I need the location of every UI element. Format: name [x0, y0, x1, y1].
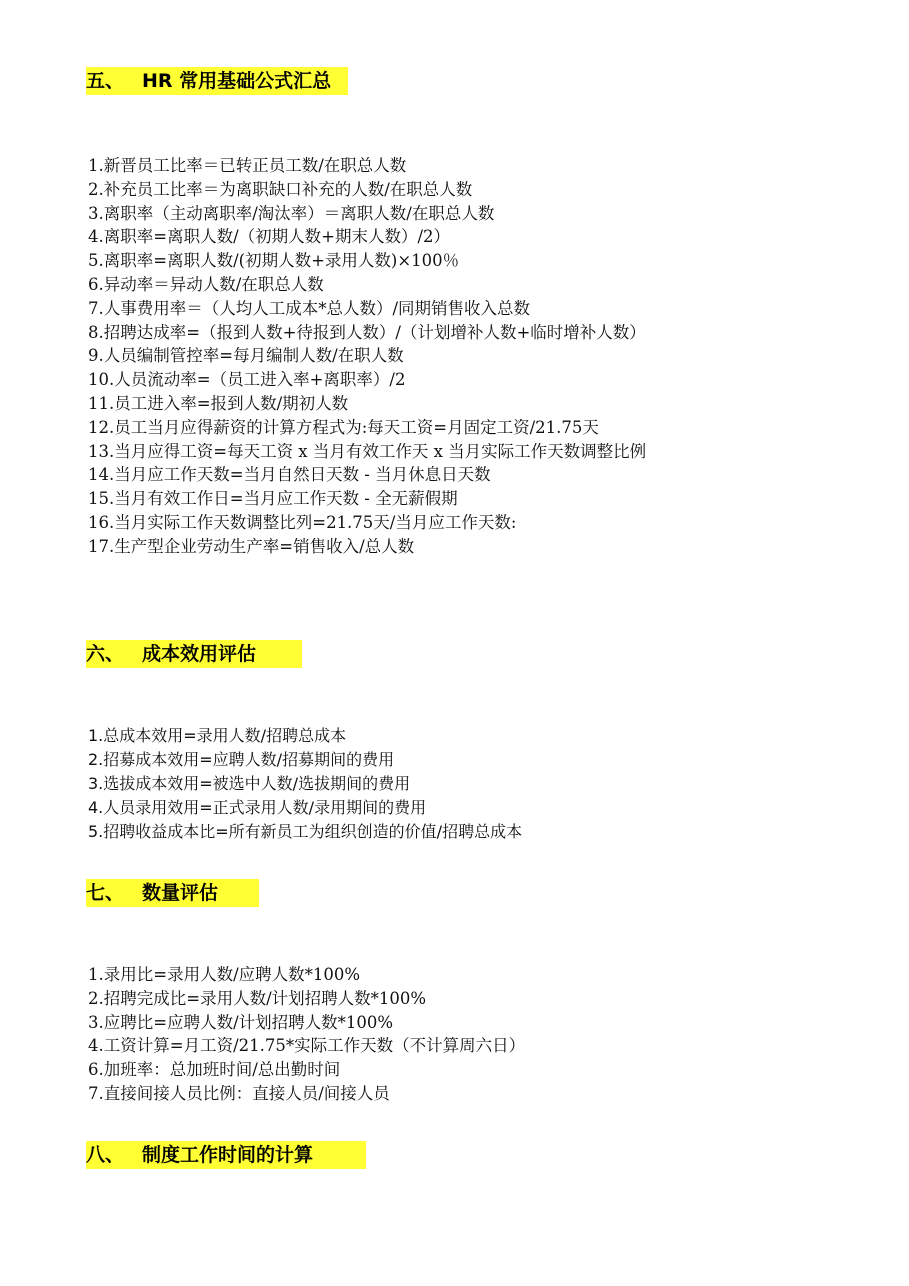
list-item: 4.工资计算=月工资/21.75*实际工作天数（不计算周六日）: [88, 1036, 526, 1056]
list-item: 2.补充员工比率＝为离职缺口补充的人数/在职总人数: [88, 179, 473, 199]
list-item: 5.招聘收益成本比=所有新员工为组织创造的价值/招聘总成本: [88, 822, 523, 841]
list-item: 8.招聘达成率=（报到人数+待报到人数）/（计划增补人数+临时增补人数）: [88, 322, 646, 342]
list-item: 6.异动率＝异动人数/在职总人数: [88, 274, 324, 294]
section-5-heading: [86, 67, 348, 95]
section-7-number: 七、: [86, 882, 125, 904]
list-item: 3.应聘比=应聘人数/计划招聘人数*100%: [88, 1012, 394, 1032]
section-8-number: 八、: [86, 1144, 125, 1166]
list-item: 10.人员流动率=（员工进入率+离职率）/2: [88, 370, 406, 390]
list-item: 7.人事费用率＝（人均人工成本*总人数）/同期销售收入总数: [88, 298, 531, 318]
list-item: 5.离职率=离职人数/(初期人数+录用人数)×100％: [88, 251, 460, 271]
list-item: 2.招募成本效用=应聘人数/招募期间的费用: [88, 750, 395, 769]
list-item: 1.总成本效用=录用人数/招聘总成本: [88, 726, 347, 745]
section-5-title: HR 常用基础公式汇总: [142, 70, 332, 92]
list-item: 12.员工当月应得薪资的计算方程式为:每天工资=月固定工资/21.75天: [88, 417, 599, 437]
list-item: 13.当月应得工资=每天工资 x 当月有效工作天 x 当月实际工作天数调整比例: [88, 441, 647, 461]
list-item: 3.离职率（主动离职率/淘汰率）＝离职人数/在职总人数: [88, 203, 495, 223]
section-6-number: 六、: [86, 643, 125, 665]
list-item: 4.人员录用效用=正式录用人数/录用期间的费用: [88, 798, 427, 817]
section-8-title: 制度工作时间的计算: [142, 1144, 314, 1166]
section-5-number: 五、: [86, 70, 125, 92]
section-7-formula-list: [88, 963, 525, 1106]
list-item: 11.员工进入率=报到人数/期初人数: [88, 393, 349, 413]
list-item: 14.当月应工作天数=当月自然日天数 - 当月休息日天数: [88, 465, 491, 485]
section-8-heading: [86, 1141, 366, 1169]
list-item: 9.人员编制管控率=每月编制人数/在职人数: [88, 346, 404, 366]
list-item: 15.当月有效工作日=当月应工作天数 - 全无薪假期: [88, 489, 458, 509]
section-7-title: 数量评估: [142, 882, 219, 904]
section-6-formula-list: [88, 724, 522, 844]
section-6-heading: [86, 640, 302, 668]
list-item: 7.直接间接人员比例：直接人员/间接人员: [88, 1083, 390, 1103]
list-item: 4.离职率=离职人数/（初期人数+期末人数）/2）: [88, 227, 451, 247]
list-item: 1.新晋员工比率＝已转正员工数/在职总人数: [88, 156, 407, 175]
list-item: 1.录用比=录用人数/应聘人数*100%: [88, 965, 361, 984]
section-7-heading: [86, 879, 259, 907]
section-5-formula-list: [88, 154, 646, 559]
section-6-title: 成本效用评估: [142, 643, 257, 665]
list-item: 16.当月实际工作天数调整比列=21.75天/当月应工作天数:: [88, 512, 517, 532]
list-item: 6.加班率：总加班时间/总出勤时间: [88, 1060, 341, 1080]
list-item: 17.生产型企业劳动生产率=销售收入/总人数: [88, 536, 415, 556]
list-item: 2.招聘完成比=录用人数/计划招聘人数*100%: [88, 988, 427, 1008]
list-item: 3.选拔成本效用=被选中人数/选拔期间的费用: [88, 774, 411, 793]
